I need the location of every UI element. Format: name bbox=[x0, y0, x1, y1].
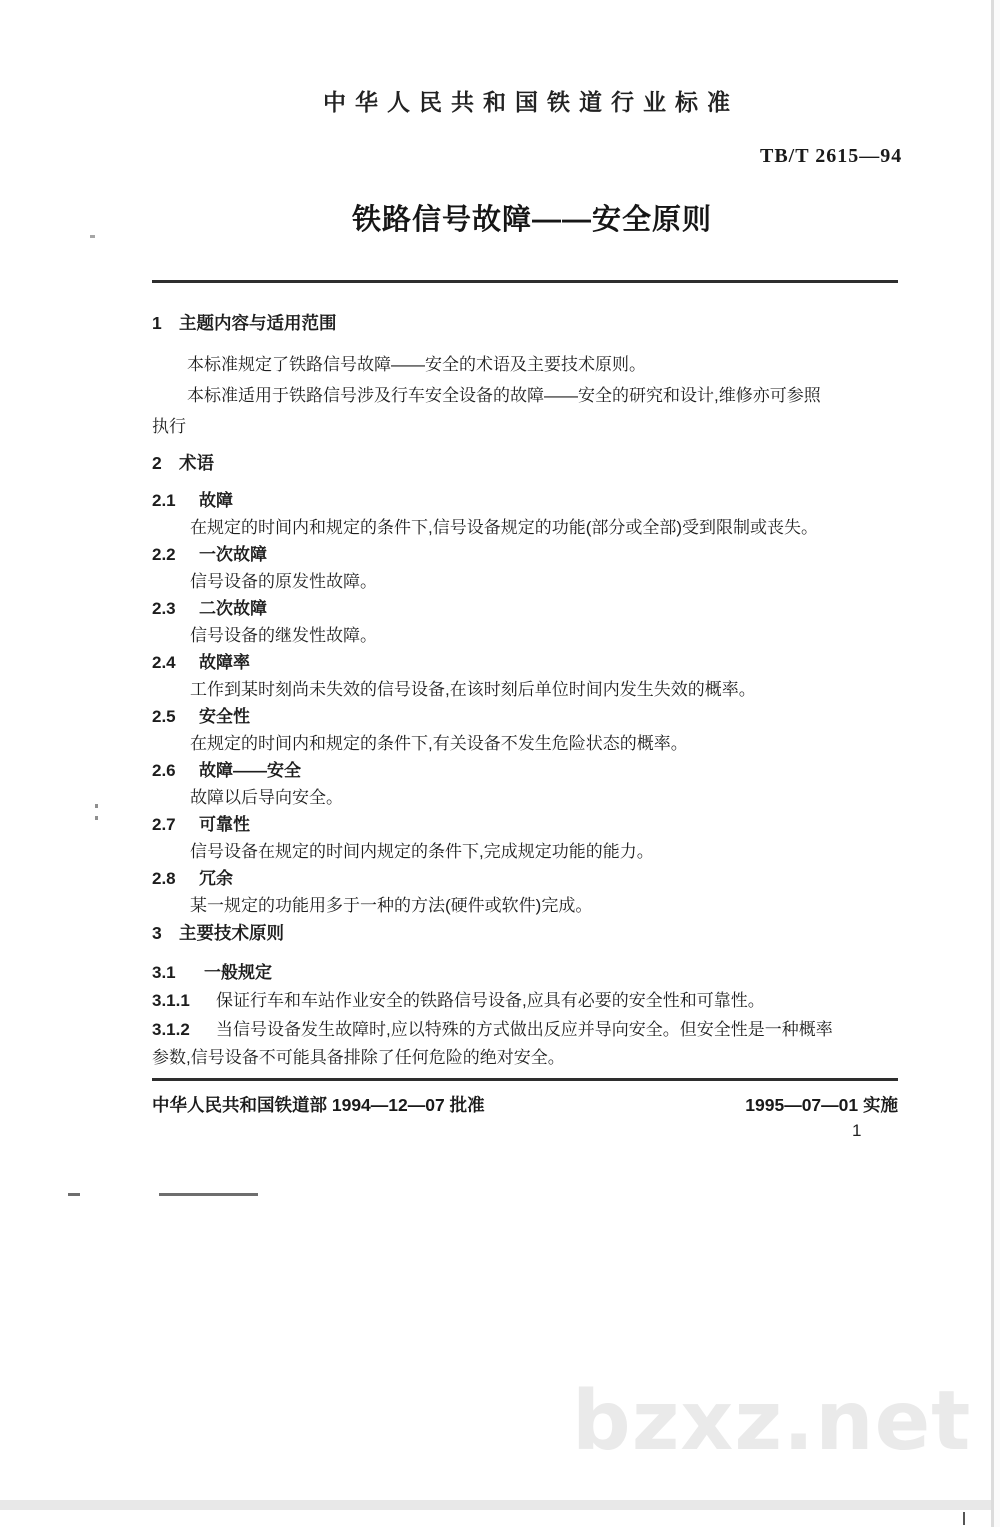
term-heading bbox=[152, 595, 898, 622]
bottom-rule bbox=[152, 1078, 898, 1081]
section-3-title: 主要技术原则 bbox=[179, 923, 284, 943]
document-title: 铁路信号故障——安全原则 bbox=[352, 204, 713, 236]
term-definition: 工作到某时刻尚未失效的信号设备,在该时刻后单位时间内发生失效的概率。 bbox=[190, 680, 756, 699]
term-definition: 在规定的时间内和规定的条件下,信号设备规定的功能(部分或全部)受到限制或丧失。 bbox=[190, 518, 819, 537]
term-number: 2.4 bbox=[152, 653, 176, 672]
section-1-title: 主题内容与适用范围 bbox=[179, 313, 337, 333]
footer bbox=[152, 1092, 898, 1117]
section-2-heading bbox=[152, 450, 898, 475]
scope-paragraph-2-line-2: 执行 bbox=[152, 417, 186, 436]
term-heading bbox=[152, 487, 898, 514]
term-name: 一次故障 bbox=[199, 545, 267, 564]
site-watermark: bzxz.net bbox=[572, 1374, 972, 1469]
approval-note: 中华人民共和国铁道部 1994—12—07 批准 bbox=[152, 1095, 485, 1115]
term-definition: 某一规定的功能用多于一种的方法(硬件或软件)完成。 bbox=[190, 896, 593, 915]
clause-3-1-2-line-1 bbox=[152, 1016, 898, 1045]
term-heading bbox=[152, 811, 898, 838]
scan-speck bbox=[95, 804, 98, 808]
implementation-note: 1995—07—01 实施 bbox=[745, 1095, 898, 1115]
scan-tick-mark bbox=[963, 1512, 965, 1525]
clause-text: 当信号设备发生故障时,应以特殊的方式做出反应并导向安全。但安全性是一种概率 bbox=[216, 1019, 833, 1039]
term-heading bbox=[152, 541, 898, 568]
term-definition: 信号设备在规定的时间内规定的条件下,完成规定功能的能力。 bbox=[190, 842, 654, 861]
scan-line bbox=[159, 1193, 258, 1196]
page-number: 1 bbox=[852, 1121, 862, 1140]
term-definition: 信号设备的继发性故障。 bbox=[190, 626, 377, 645]
section-3-number: 3 bbox=[152, 923, 162, 943]
term-number: 2.3 bbox=[152, 599, 176, 618]
scan-speck bbox=[90, 235, 95, 238]
subsection-3-1-title: 一般规定 bbox=[204, 963, 272, 982]
clause-number: 3.1.2 bbox=[152, 1019, 190, 1039]
term-number: 2.1 bbox=[152, 491, 176, 510]
term-definition: 信号设备的原发性故障。 bbox=[190, 572, 377, 591]
term-definition: 故障以后导向安全。 bbox=[190, 788, 343, 807]
clause-3-1-2-line-2: 参数,信号设备不可能具备排除了任何危险的绝对安全。 bbox=[152, 1048, 565, 1067]
term-heading bbox=[152, 703, 898, 730]
section-1-heading bbox=[152, 310, 898, 335]
term-name: 冗余 bbox=[199, 869, 233, 888]
term-number: 2.8 bbox=[152, 869, 176, 888]
section-scope bbox=[152, 310, 898, 442]
section-terms bbox=[152, 450, 898, 919]
term-number: 2.5 bbox=[152, 707, 176, 726]
section-1-number: 1 bbox=[152, 313, 162, 333]
scan-page-edge-line bbox=[991, 0, 994, 1527]
subsection-3-1-number: 3.1 bbox=[152, 963, 176, 982]
scan-right-margin bbox=[994, 0, 1000, 1527]
term-number: 2.6 bbox=[152, 761, 176, 780]
term-name: 二次故障 bbox=[199, 599, 267, 618]
term-definition: 在规定的时间内和规定的条件下,有关设备不发生危险状态的概率。 bbox=[190, 734, 688, 753]
section-3-heading bbox=[152, 920, 898, 945]
clause-3-1-1 bbox=[152, 987, 898, 1016]
clause-text: 保证行车和车站作业安全的铁路信号设备,应具有必要的安全性和可靠性。 bbox=[216, 991, 765, 1010]
term-name: 可靠性 bbox=[199, 815, 250, 834]
term-name: 故障——安全 bbox=[199, 761, 301, 780]
clause-number: 3.1.1 bbox=[152, 991, 190, 1010]
terms-list bbox=[152, 487, 898, 919]
term-heading bbox=[152, 757, 898, 784]
term-name: 故障 bbox=[199, 491, 233, 510]
subsection-3-1-heading bbox=[152, 959, 898, 987]
term-number: 2.7 bbox=[152, 815, 176, 834]
term-number: 2.2 bbox=[152, 545, 176, 564]
scope-paragraph-2-line-1: 本标准适用于铁路信号涉及行车安全设备的故障——安全的研究和设计,维修亦可参照 bbox=[187, 386, 821, 405]
standard-number: TB/T 2615—94 bbox=[760, 145, 903, 167]
term-name: 故障率 bbox=[199, 653, 250, 672]
scope-paragraph-1: 本标准规定了铁路信号故障——安全的术语及主要技术原则。 bbox=[187, 355, 646, 374]
term-name: 安全性 bbox=[199, 707, 250, 726]
section-2-number: 2 bbox=[152, 453, 162, 473]
scan-edge-band bbox=[0, 1500, 1000, 1510]
scan-dash bbox=[68, 1193, 80, 1196]
term-heading bbox=[152, 649, 898, 676]
top-rule bbox=[152, 280, 898, 283]
section-principles bbox=[152, 920, 898, 1073]
section-2-title: 术语 bbox=[179, 453, 214, 473]
term-heading bbox=[152, 865, 898, 892]
issuing-org-title: 中华人民共和国铁道行业标准 bbox=[323, 89, 739, 115]
scan-speck bbox=[95, 816, 98, 820]
